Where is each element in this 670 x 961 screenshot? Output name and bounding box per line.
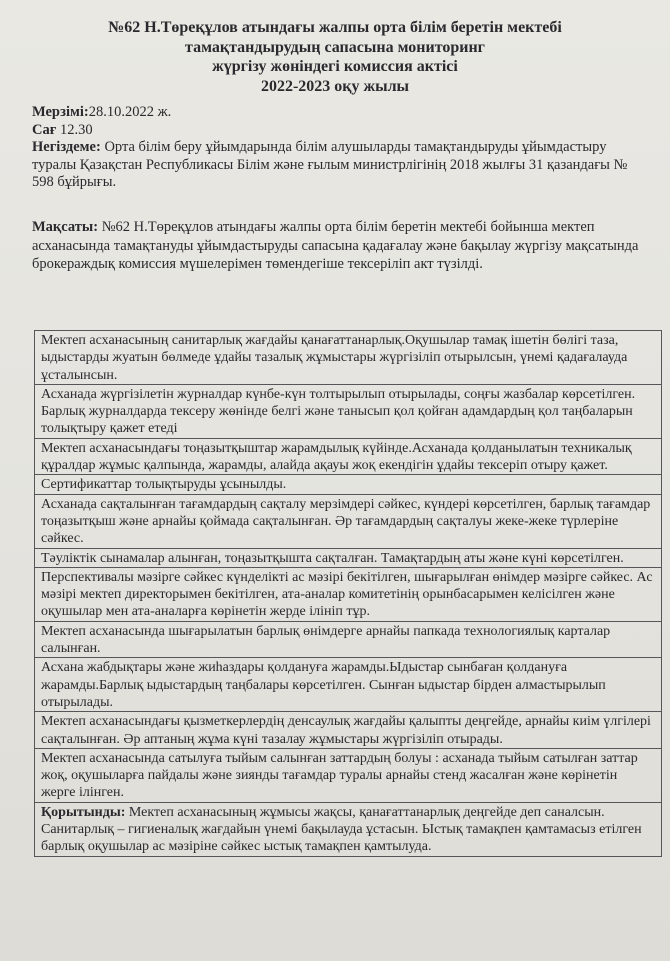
purpose-text: №62 Н.Төреқұлов атындағы жалпы орта білім беретін мектебі бойынша мектеп асханасында тамақтануды ұйымдастыруды сапасына қадағалау және бақылау жүргізу мақсатында брокераждық комиссия мүшелерімен төмендегіше тексеріліп акт түзілді.: [32, 219, 639, 272]
finding-cell: Тәуліктік сынамалар алынған, тоңазытқышта сақталған. Тамақтардың аты және күні көрсетілген.: [35, 548, 662, 567]
finding-cell: Асхана жабдықтары және жиһаздары қолдануға жарамды.Ыдыстар сынбаған қолдануға жарамды.Барлық ыдыстардың таңбалары көрсетілген. Сынған ыдыстар бірден алмастырылып отырылады.: [35, 658, 662, 712]
time-label: Сағ: [32, 121, 57, 138]
conclusion-text: Мектеп асханасының жұмысы жақсы, қанағаттанарлық деңгейде деп саналсын. Санитарлық – гигиеналық жағдайын үнемі бақылауда ұстасын. Ыстық тамақпен қамтамасыз етілген барлық оқушылар ас мәзіріне сәйкес ыстық тамақпен қамтылуда.: [41, 804, 642, 855]
time-value: 12.30: [59, 121, 93, 138]
conclusion-cell: [35, 802, 662, 856]
finding-cell: Асханада жүргізілетін журналдар күнбе-күн толтырылып отырылады, соңғы жазбалар көрсетілген. Барлық журналдарда тексеру жөнінде белгі және танысып қол қойған адамдардың қол таңбаларын толықтыру қажет етеді: [35, 384, 662, 438]
time-line: [32, 122, 642, 140]
finding-cell: Мектеп асханасында сатылуға тыйым салынған заттардың болуы : асханада тыйым сатылған заттар жоқ, оқушыларға пайдалы және зиянды тағамдар туралы арнайы стенд жасалған және көрінетін жерге ілінген.: [35, 748, 662, 802]
conclusion-label: Қорытынды:: [41, 804, 126, 820]
title-line-4: 2022-2023 оқу жылы: [260, 77, 410, 95]
table-row: [35, 384, 662, 438]
meta-block: [32, 104, 642, 192]
finding-cell: Мектеп асханасындағы тоңазытқыштар жарамдылық күйінде.Асханада қолданылатын техникалық құралдар жұмыс қалпында, жарамды, алайда ақауы жоқ екендігін ұдайы тексеріп отыру қажет.: [35, 438, 662, 475]
finding-cell: Перспективалы мәзірге сәйкес күнделікті ас мәзірі бекітілген, шығарылған өнімдер мәзірге сәйкес. Ас мәзірі мектеп директорымен бекітілген, ата-аналар комитетінің орынбасарымен келісілген және оқушылар мен ата-аналарға көрінетін жерде ілініп тұр.: [35, 567, 662, 621]
conclusion-row: [35, 802, 662, 856]
finding-cell: Мектеп асханасында шығарылатын барлық өнімдерге арнайы папкада технологиялық карталар салынған.: [35, 621, 662, 658]
table-row: [35, 475, 662, 494]
basis-text: Орта білім беру ұйымдарында білім алушыларды тамақтандыруды ұйымдастыру туралы Қазақстан Республикасы Білім және ғылым министрлігінің 2018 жылғы 31 қазандағы № 598 бұйрығы.: [32, 139, 628, 190]
table-row: [35, 567, 662, 621]
table-row: [35, 748, 662, 802]
table-row: [35, 494, 662, 548]
date-line: [32, 104, 642, 122]
purpose-label: Мақсаты:: [32, 219, 99, 235]
finding-cell: Мектеп асханасындағы қызметкерлердің денсаулық жағдайы қалыпты деңгейде, арнайы киім үлгілері сақталынған. Әр аптаның жұма күні тазалау жұмыстары жүргізіліп отырады.: [35, 712, 662, 749]
document-title: [0, 18, 670, 96]
table-row: [35, 438, 662, 475]
finding-cell: Мектеп асханасының санитарлық жағдайы қанағаттанарлық.Оқушылар тамақ ішетін бөлігі таза, ыдыстарды жуатын бөлмеде ұдайы тазалық жұмыстары жүргізіліп отырылсын, үнемі қадағалауда ұсталынсын.: [35, 331, 662, 385]
table-row: [35, 658, 662, 712]
basis-line: [32, 139, 642, 192]
basis-label: Негіздеме:: [32, 139, 101, 155]
table-row: [35, 331, 662, 385]
purpose-block: [32, 218, 642, 274]
title-line-1: №62 Н.Төреқұлов атындағы жалпы орта білім беретін мектебі: [108, 19, 562, 36]
findings-table: [34, 330, 662, 857]
date-value: 28.10.2022 ж.: [88, 104, 172, 120]
title-line-3: жүргізу жөніндегі комиссия актісі: [212, 58, 458, 75]
table-row: [35, 548, 662, 567]
finding-cell: Асханада сақталынған тағамдардың сақталу мерзімдері сәйкес, күндері көрсетілген, барлық тағамдар тоңазытқыш және арнайы қоймада сақталынған. Әр тағамдардың сақталуы жеке-жеке түрлеріне сәйкес.: [35, 494, 662, 548]
title-line-2: тамақтандырудың сапасына мониторинг: [185, 38, 485, 56]
table-row: [35, 621, 662, 658]
finding-cell: Сертификаттар толықтыруды ұсынылды.: [35, 475, 662, 494]
date-label: Мерзімі:: [32, 104, 89, 120]
table-row: [35, 712, 662, 749]
